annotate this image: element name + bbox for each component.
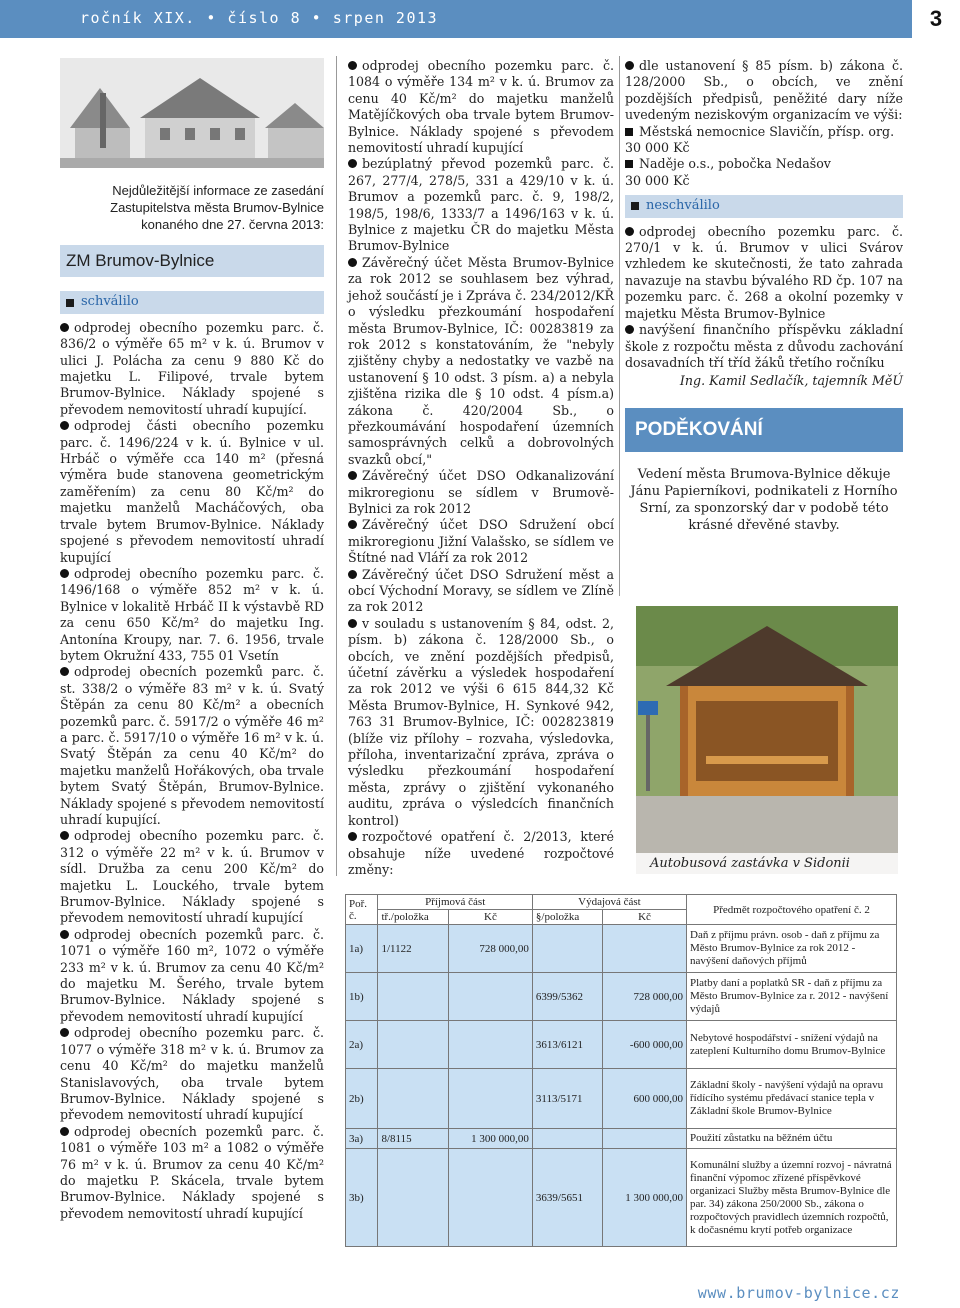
list-item: odprodej obecních pozemků parc. č. st. 338/2 o výměře 83 m² v k. ú. Svatý Štěpán za cenu 80 Kč/m² a obecních pozemků parc. č. 5917/2 o výměře 46 m² a parc. č. 5917/10 o výměře 16 m² v k. ú. Svatý Štěpán za cenu 40 Kč/m² do majetku manželů Hořákových, oba trvale bytem Svatý Štěpán, Brumov-Bylnice. Náklady spojené s převodem nemovitostí uhradí kupující. [60,664,324,827]
list-item: Závěrečný účet DSO Sdružení obcí mikroregionu Jižní Valašsko, se sídlem ve Štítné nad Vláří za rok 2012 [348,517,614,566]
list-item: odprodej obecního pozemku parc. č. 1496/168 o výměře 852 m² v k. ú. Bylnice v lokalitě Hrbáč II k výstavbě RD za cenu 650 Kč/m² do majetku Ing. Antonína Kroupy, nar. 7. 6. 1956, trvale bytem Okružní 433, 755 01 Vsetín [60,565,324,663]
category-schvalilo [60,291,324,313]
town-sketch-image [60,58,324,168]
list-item: bezúplatný převod pozemků parc. č. 267, 277/4, 278/5, 331 a 429/10 v k. ú. Brumov a pozemků parc. č. 9, 198/2, 198/5, 198/6, 1333/7 a 1496/163 v k. ú. Bylnice z majetku ČR do majetku Města Brumov-Bylnice [348,156,614,254]
list-item: odprodej obecního pozemku parc. č. 1077 o výměře 318 m² v k. ú. Brumov za cenu 40 Kč/m² do majetku manželů Stanislavových, oba trvale bytem Brumov-Bylnice. Náklady spojené s převodem nemovitostí uhradí kupující [60,1025,324,1123]
bullet-icon [60,930,69,939]
list-item: odprodej obecních pozemků parc. č. 1071 o výměře 160 m², 1072 o výměře 233 m² v k. ú. Brumov za cenu 40 Kč/m² do majetku M. Šerého, trvale bytem Brumov-Bylnice. Náklady spojené s převodem nemovitostí uhradí kupující [60,926,324,1024]
bullet-icon [348,520,357,529]
list-item: navýšení finančního příspěvku základní škole z rozpočtu města z důvodu zachování dosavadních tří tříd žáků třetího ročníku [625,322,903,370]
table-row: 1b) 6399/5362 728 000,00 Platby daní a poplatků SR - daň z příjmu za Město Brumov-Bylnice za r. 2012 - navýšení výdajů [346,973,897,1021]
header-bar [0,0,960,38]
podekovani-text: Vedení města Brumova-Bylnice děkuje Jánu Papierníkovi, podnikateli z Horního Srní, za sponzorský dar v podobě této krásné dřevěné stavby. [630,467,898,534]
column-divider [336,56,337,876]
list-item: odprodej obecních pozemků parc. č. 1081 o výměře 103 m² a 1082 o výměře 76 m² v k. ú. Brumov za cenu 40 Kč/m² do majetku P. Skácela, trvale bytem Brumov-Bylnice. Náklady spojené s převodem nemovitostí uhradí kupující [60,1123,324,1221]
bullet-icon [60,1127,69,1136]
column-right [625,58,903,534]
list-item: odprodej části obecního pozemku parc. č. 1496/224 v k. ú. Bylnice v ul. Hrbáč o výměře cca 140 m² (přesná výměra bude stanovena geometrickým zaměřením) za cenu 80 Kč/m² do majetku manželů Macháčových, oba trvale bytem Brumov-Bylnice. Náklady spojené s převodem nemovitostí uhradí kupující [60,418,324,565]
bullet-icon [348,159,357,168]
bullet-icon [60,831,69,840]
table-header-vydajova: Výdajová část [532,895,686,910]
list-item: odprodej obecního pozemku parc. č. 836/2 o výměře 65 m² v k. ú. Brumov v ulici J. Polácha za cenu 9 880 Kč do majetku L. Filipové, trvale bytem Brumov-Bylnice. Náklady spojené s převodem nemovitostí uhradí kupující. [60,319,324,417]
bus-shelter-photo [636,606,898,874]
donation-item: Naděje o.s., pobočka Nedašov [625,156,903,172]
bullet-icon [348,619,357,628]
table-header-trida: tř./položka [378,910,448,925]
donation-amount: 30 000 Kč [625,140,690,156]
donation-amount: 30 000 Kč [625,172,690,188]
category-neschvalilo [625,195,903,217]
table-row: 2a) 3613/6121 -600 000,00 Nebytové hospodářství - snížení výdajů na zateplení Kulturního domu Brumov-Bylnice [346,1021,897,1069]
table-row: 3b) 3639/5651 1 300 000,00 Komunální služby a územní rozvoj - návratná finanční výpomoc zřízené příspěvkové organizaci Služby města Brumov-Bylnice dle par. 34) zákona 250/2000 Sb., zákona o rozpočtových pravidlech územních rozpočtů, k dočasnému krytí potřeb organizace [346,1149,897,1247]
section-band-zm: ZM Brumov-Bylnice [60,245,324,277]
category-label: neschválilo [646,198,720,214]
square-bullet-icon [631,202,639,210]
list-item: odprodej obecního pozemku parc. č. 270/1 v k. ú. Brumov v ulici Svárov vzhledem ke skutečnosti, že tato zahrada navazuje na stavbu bývalého RD čp. 107 na pozemku parc. č. 268 a okolní pozemky v majetku Města Brumov-Bylnice [625,223,903,321]
bullet-icon [348,258,357,267]
bullet-icon [60,323,69,332]
bullet-icon [348,61,357,70]
table-header-predmet: Předmět rozpočtového opatření č. 2 [687,895,897,925]
bullet-icon [60,569,69,578]
category-label: schválilo [81,294,139,310]
table-header-por: Poř. č. [346,895,378,925]
column-left [60,58,324,1222]
table-row: 3a) 8/8115 1 300 000,00 Použití zůstatku na běžném účtu [346,1129,897,1149]
bullet-icon [625,227,634,236]
page-number: 3 [912,0,960,38]
list-item: odprodej obecního pozemku parc. č. 1084 o výměře 134 m² v k. ú. Brumov za cenu 40 Kč/m² do majetku manželů Matějíčkových oba trvale bytem Brumov-Bylnice. Náklady spojené s převodem nemovitostí uhradí kupující [348,58,614,156]
bullet-icon [625,325,634,334]
donation-item: Městská nemocnice Slavičín, přísp. org. [625,124,903,140]
table-row: 1a) 1/1122 728 000,00 Daň z příjmu právn. osob - daň z příjmu za Město Brumov-Bylnice za rok 2012 - navýšení daňových příjmů [346,925,897,973]
column-divider [619,56,620,596]
list-item: odprodej obecního pozemku parc. č. 312 o výměře 22 m² v k. ú. Brumov v sídl. Družba za cenu 200 Kč/m² do majetku L. Louckého, trvale bytem Brumov-Bylnice. Náklady spojené s převodem nemovitostí uhradí kupující [60,828,324,926]
table-header-kc1: Kč [448,910,532,925]
footer-url: www.brumov-bylnice.cz [697,1284,900,1302]
table-header-paragraf: §/položka [532,910,602,925]
list-item: Závěrečný účet DSO Sdružení měst a obcí Východní Moravy, se sídlem ve Zlíně za rok 2012 [348,566,614,615]
bullet-icon [348,832,357,841]
table-row: 2b) 3113/5171 600 000,00 Základní školy - navýšení výdajů na opravu řídícího systému předávací stanice tepla v Základní škole Brumov-Bylnice [346,1069,897,1129]
list-item: rozpočtové opatření č. 2/2013, které obsahuje níže uvedené rozpočtové změny: [348,829,614,877]
list-item: v souladu s ustanovením § 84, odst. 2, písm. b) zákona č. 128/2000 Sb., o obcích, ve znění pozdějších předpisů, účetní závěrku a výsledek hospodaření za rok 2012 ve výši 6 615 844,32 Kč Města Brumov-Bylnice, H. Synkové 942, 763 31 Brumov-Bylnice, IČ: 002823819 (blíže viz přílohy – rozvaha, výsledovka, příloha, inventarizační zpráva, zpráva o výsledku přezkoumání hospodaření města, zprávy o zjištění vykonaného auditu, zpráva o výsledcích finančních kontrol) [348,615,614,828]
column-middle [348,58,614,878]
bullet-icon [60,1028,69,1037]
square-bullet-icon [66,299,74,307]
photo-caption: Autobusová zastávka v Sidonii [636,853,898,874]
square-bullet-icon [625,128,633,136]
table-header-prijmova: Příjmová část [378,895,532,910]
bullet-icon [348,570,357,579]
list-item: Závěrečný účet DSO Odkanalizování mikroregionu se sídlem v Brumově-Bylnici za rok 2012 [348,468,614,516]
list-item: dle ustanovení § 85 písm. b) zákona č. 128/2000 Sb., o obcích, ve znění pozdějších předpisů, peněžité dary níže uvedeným neziskovým organizacím ve výši: [625,58,903,123]
signature: Ing. Kamil Sedlačík, tajemník MěÚ [679,373,903,389]
list-item: Závěrečný účet Města Brumov-Bylnice za rok 2012 se souhlasem bez výhrad, jehož součástí je i Zpráva č. 234/2012/KŘ o výsledku přezkoumání hospodaření města Brumov-Bylnice, IČ: 00283819 za rok 2012 s konstatováním, že "nebyly zjištěny chyby a nedostatky ve vazbě na ustanovení § 10 odst. 3 písm. a) a nebyla zjištěna rizika dle § 10 odst. 4 písm.a) zákona č. 420/2004 Sb., o přezkoumávání hospodaření územních samosprávných celků a dobrovolných svazků obcí," [348,254,614,467]
intro-text: Nejdůležitější informace ze zasedání Zastupitelstva města Brumov-Bylnice konaného dne 27. června 2013: [110,183,324,232]
issue-info: ročník XIX. • číslo 8 • srpen 2013 [80,9,439,27]
bullet-icon [60,667,69,676]
table-header-kc2: Kč [602,910,686,925]
budget-table [345,894,897,1247]
bullet-icon [348,471,357,480]
bullet-icon [60,421,69,430]
bullet-icon [625,61,634,70]
podekovani-title: PODĚKOVÁNÍ [625,408,903,452]
square-bullet-icon [625,160,633,168]
